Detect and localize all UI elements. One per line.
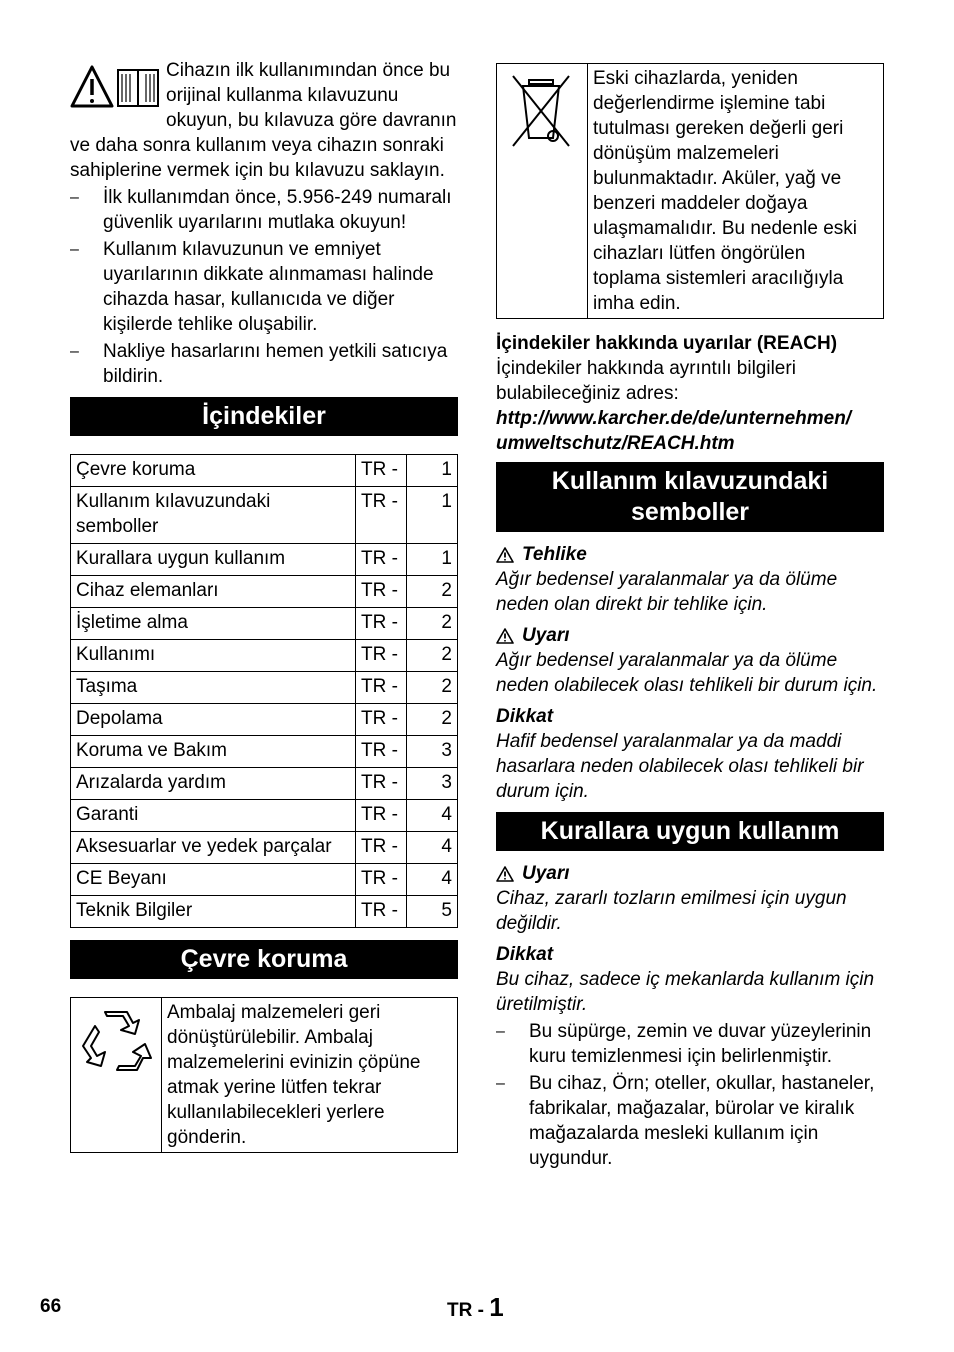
toc-code: TR - (356, 864, 407, 896)
caution-text: Hafif bedensel yaralanmalar ya da maddi hasarlara neden olabilecek olası tehlikeli bir durum için. (496, 731, 864, 802)
toc-row (71, 608, 458, 640)
toc-row (71, 544, 458, 576)
symbols-heading: Kullanım kılavuzundaki semboller (496, 462, 884, 532)
toc-title: Kullanımı (71, 640, 356, 672)
right-column (496, 63, 884, 1173)
reach-url-line1[interactable]: http://www.karcher.de/de/unternehmen/ (496, 408, 852, 429)
toc-code: TR - (356, 608, 407, 640)
warning-label: Uyarı (522, 625, 570, 646)
warning-icon (496, 547, 514, 563)
toc-code: TR - (356, 672, 407, 704)
usage-caution-text: Bu cihaz, sadece iç mekanlarda kullanım için üretilmiştir. (496, 969, 875, 1015)
intro-list (70, 185, 458, 389)
toc-page: 3 (407, 768, 458, 800)
toc-title: Depolama (71, 704, 356, 736)
bin-icon-cell (497, 64, 588, 319)
toc-heading: İçindekiler (70, 397, 458, 436)
left-column (70, 58, 458, 1153)
danger-title (496, 542, 884, 567)
toc-code: TR - (356, 896, 407, 928)
toc-code: TR - (356, 832, 407, 864)
usage-caution-label: Dikkat (496, 944, 554, 965)
toc-title: Arızalarda yardım (71, 768, 356, 800)
usage-warning-title (496, 861, 884, 886)
toc-page: 1 (407, 544, 458, 576)
toc-row (71, 672, 458, 704)
recycle-icon (77, 1004, 153, 1080)
toc-page: 2 (407, 576, 458, 608)
toc-row (71, 576, 458, 608)
warning-icon (72, 67, 112, 106)
env-heading: Çevre koruma (70, 940, 458, 979)
caution-label: Dikkat (496, 706, 554, 727)
toc-title: Çevre koruma (71, 455, 356, 487)
toc-code: TR - (356, 800, 407, 832)
reach-section (496, 331, 884, 456)
toc-row (71, 736, 458, 768)
page-code (447, 1292, 504, 1323)
toc-title: Aksesuarlar ve yedek parçalar (71, 832, 356, 864)
toc-page: 2 (407, 672, 458, 704)
toc-row (71, 864, 458, 896)
toc-title: Koruma ve Bakım (71, 736, 356, 768)
list-item: – Kullanım kılavuzunun ve emniyet uyarılarının dikkate alınmaması halinde cihazda hasar, kullanıcıda ve diğer kişilerde tehlike oluşabilir. (70, 237, 458, 337)
toc-row (71, 640, 458, 672)
reach-text: İçindekiler hakkında ayrıntılı bilgileri bulabileceğiniz adres: (496, 358, 796, 404)
toc-row (71, 768, 458, 800)
toc-code: TR - (356, 455, 407, 487)
toc-page: 2 (407, 640, 458, 672)
toc-title: İşletime alma (71, 608, 356, 640)
toc-row (71, 800, 458, 832)
warning-text: Ağır bedensel yaralanmalar ya da ölüme neden olabilecek olası tehlikeli bir durum için. (496, 650, 878, 696)
intro-text: Cihazın ilk kullanımından önce bu orijinal kullanma kılavuzunu okuyun, bu kılavuza göre davranın ve daha sonra kullanım veya cihazın sonraki sahiplerine vermek için bu kılavuzu saklayın. (70, 60, 457, 181)
page-code-number: 1 (489, 1292, 504, 1322)
reach-title: İçindekiler hakkında uyarılar (REACH) (496, 333, 838, 354)
toc-page: 1 (407, 455, 458, 487)
usage-warning-label: Uyarı (522, 863, 570, 884)
usage-list (496, 1019, 884, 1171)
old-devices-box (496, 63, 884, 319)
toc-row (71, 455, 458, 487)
danger-text: Ağır bedensel yaralanmalar ya da ölüme neden olan direkt bir tehlike için. (496, 569, 838, 615)
manual-book-icon (118, 70, 158, 106)
toc-page: 4 (407, 864, 458, 896)
toc-row (71, 832, 458, 864)
toc-page: 1 (407, 487, 458, 544)
toc-table (70, 454, 458, 928)
toc-code: TR - (356, 544, 407, 576)
symbols-section (496, 542, 884, 804)
page-code-prefix: TR - (447, 1300, 490, 1321)
toc-page: 5 (407, 896, 458, 928)
usage-section (496, 861, 884, 1171)
toc-title: CE Beyanı (71, 864, 356, 896)
list-item: – Nakliye hasarlarını hemen yetkili satıcıya bildirin. (70, 339, 458, 389)
toc-row (71, 487, 458, 544)
toc-code: TR - (356, 704, 407, 736)
toc-code: TR - (356, 736, 407, 768)
old-devices-text: Eski cihazlarda, yeniden değerlendirme işlemine tabi tutulması gereken değerli geri dönüşüm malzemeleri bulunmaktadır. Aküler, yağ ve benzeri maddeler doğaya ulaşmamalıdır. Bu nedenle eski cihazları lütfen öngörülen toplama sistemleri aracılığıyla imha edin. (588, 64, 884, 319)
page-number: 66 (40, 1296, 62, 1317)
toc-row (71, 704, 458, 736)
toc-page: 2 (407, 608, 458, 640)
toc-code: TR - (356, 487, 407, 544)
toc-page: 3 (407, 736, 458, 768)
danger-label: Tehlike (522, 544, 587, 565)
list-item: – Bu süpürge, zemin ve duvar yüzeylerinin kuru temizlenmesi için belirlenmiştir. (496, 1019, 884, 1069)
list-item: – Bu cihaz, Örn; oteller, okullar, hastaneler, fabrikalar, mağazalar, bürolar ve kiralık mağazalarda mesleki kullanım için uygundur. (496, 1071, 884, 1171)
usage-warning-text: Cihaz, zararlı tozların emilmesi için uygun değildir. (496, 888, 847, 934)
packaging-box (70, 997, 458, 1153)
warning-icon (496, 628, 514, 644)
toc-page: 4 (407, 800, 458, 832)
warning-icon (496, 866, 514, 882)
packaging-text: Ambalaj malzemeleri geri dönüştürülebilir. Ambalaj malzemelerini evinizin çöpüne atmak yerine lütfen tekrar kullanılabilecekleri yerlere gönderin. (162, 998, 458, 1153)
toc-title: Kullanım kılavuzundaki semboller (71, 487, 356, 544)
toc-title: Cihaz elemanları (71, 576, 356, 608)
toc-code: TR - (356, 768, 407, 800)
intro-section (70, 58, 458, 389)
toc-title: Teknik Bilgiler (71, 896, 356, 928)
list-item: – İlk kullanımdan önce, 5.956-249 numaralı güvenlik uyarılarını mutlaka okuyun! (70, 185, 458, 235)
reach-url-line2[interactable]: umweltschutz/REACH.htm (496, 433, 735, 454)
toc-page: 2 (407, 704, 458, 736)
toc-title: Garanti (71, 800, 356, 832)
toc-code: TR - (356, 640, 407, 672)
toc-row (71, 896, 458, 928)
recycle-icon-cell (71, 998, 162, 1153)
caution-title (496, 704, 884, 729)
toc-code: TR - (356, 576, 407, 608)
toc-page: 4 (407, 832, 458, 864)
toc-title: Taşıma (71, 672, 356, 704)
usage-caution-title (496, 942, 884, 967)
usage-heading: Kurallara uygun kullanım (496, 812, 884, 851)
crossed-bin-icon (503, 70, 579, 150)
toc-title: Kurallara uygun kullanım (71, 544, 356, 576)
warning-title (496, 623, 884, 648)
warning-manual-icons (70, 62, 162, 112)
